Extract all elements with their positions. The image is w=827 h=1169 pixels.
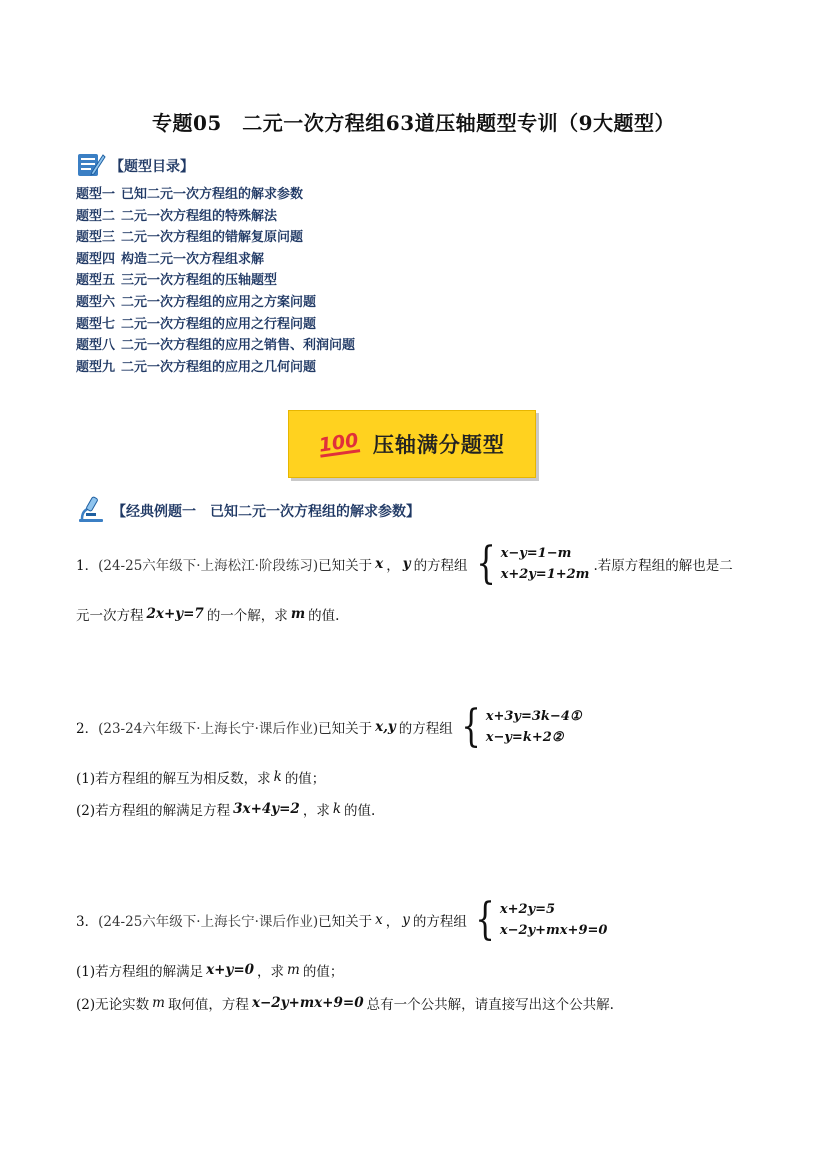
- equation-system: { x−y=1−m x+2y=1+2m: [475, 538, 590, 589]
- notepad-pencil-icon: [76, 150, 106, 182]
- equation-system: { x+2y=5 x−2y+mx+9=0: [475, 894, 608, 945]
- toc-item[interactable]: 题型八 二元一次方程组的应用之销售、利润问题: [76, 338, 356, 354]
- question-3-sub-1: (1)若方程组的解满足 x+y=0 ，求 m 的值；: [76, 962, 344, 980]
- toc-item[interactable]: 题型一 已知二元一次方程组的解求参数: [76, 187, 304, 202]
- equation: x+y=0: [206, 962, 255, 978]
- toc-heading: [76, 150, 194, 182]
- question-2-line-1: 2． (23-24六年级下·上海长宁·课后作业) 已知关于 x,y 的方程组 { x+3y=3k−4① x−y=k+2②: [76, 701, 582, 752]
- question-2-sub-1: (1)若方程组的解互为相反数，求 k 的值；: [76, 769, 326, 787]
- toc-item[interactable]: 题型九 二元一次方程组的应用之几何问题: [76, 359, 317, 375]
- toc-list: [76, 184, 355, 378]
- question-1-line-2: 元一次方程 2x+y=7 的一个解，求 m 的值.: [76, 606, 340, 624]
- toc-item[interactable]: 题型七 二元一次方程组的应用之行程问题: [76, 316, 317, 332]
- section-heading-label: 【经典例题一 已知二元一次方程组的解求参数】: [112, 504, 420, 520]
- equation: x−2y+mx+9=0: [251, 995, 364, 1011]
- question-source: (23-24六年级下·上海长宁·课后作业): [98, 721, 319, 737]
- toc-item[interactable]: 题型五 三元一次方程组的压轴题型: [76, 273, 278, 289]
- toc-item[interactable]: 题型六 二元一次方程组的应用之方案问题: [76, 294, 317, 310]
- banner-text: 压轴满分题型: [372, 433, 505, 457]
- question-3-line-1: 3． (24-25六年级下·上海长宁·课后作业) 已知关于 x ， y 的方程组 { x+2y=5 x−2y+mx+9=0: [76, 894, 608, 945]
- banner: [288, 410, 536, 478]
- hundred-points-icon: 100: [317, 428, 360, 457]
- question-1-line-1: 1． (24-25六年级下·上海松江·阶段练习) 已知关于 x ， y 的方程组 { x−y=1−m x+2y=1+2m .若原方程组的解也是二: [76, 538, 733, 589]
- question-3-sub-2: (2)无论实数 m 取何值，方程 x−2y+mx+9=0 总有一个公共解，请直接写出这个公共解.: [76, 995, 614, 1013]
- section-heading: [76, 494, 420, 528]
- equation: 3x+4y=2: [233, 801, 300, 817]
- toc-item[interactable]: 题型三 二元一次方程组的错解复原问题: [76, 230, 304, 246]
- page-title: 专题05 二元一次方程组63道压轴题型专训（9大题型）: [151, 111, 676, 135]
- toc-item[interactable]: 题型二 二元一次方程组的特殊解法: [76, 208, 278, 224]
- question-source: (24-25六年级下·上海松江·阶段练习): [98, 558, 319, 574]
- equation-system: { x+3y=3k−4① x−y=k+2②: [460, 701, 582, 752]
- question-2-sub-2: (2)若方程组的解满足方程 3x+4y=2 ，求 k 的值.: [76, 801, 376, 819]
- toc-item[interactable]: 题型四 构造二元一次方程组求解: [76, 251, 265, 267]
- equation: 2x+y=7: [146, 606, 204, 622]
- microscope-icon: [76, 494, 106, 528]
- question-source: (24-25六年级下·上海长宁·课后作业): [98, 914, 319, 930]
- toc-heading-label: 【题型目录】: [110, 159, 194, 175]
